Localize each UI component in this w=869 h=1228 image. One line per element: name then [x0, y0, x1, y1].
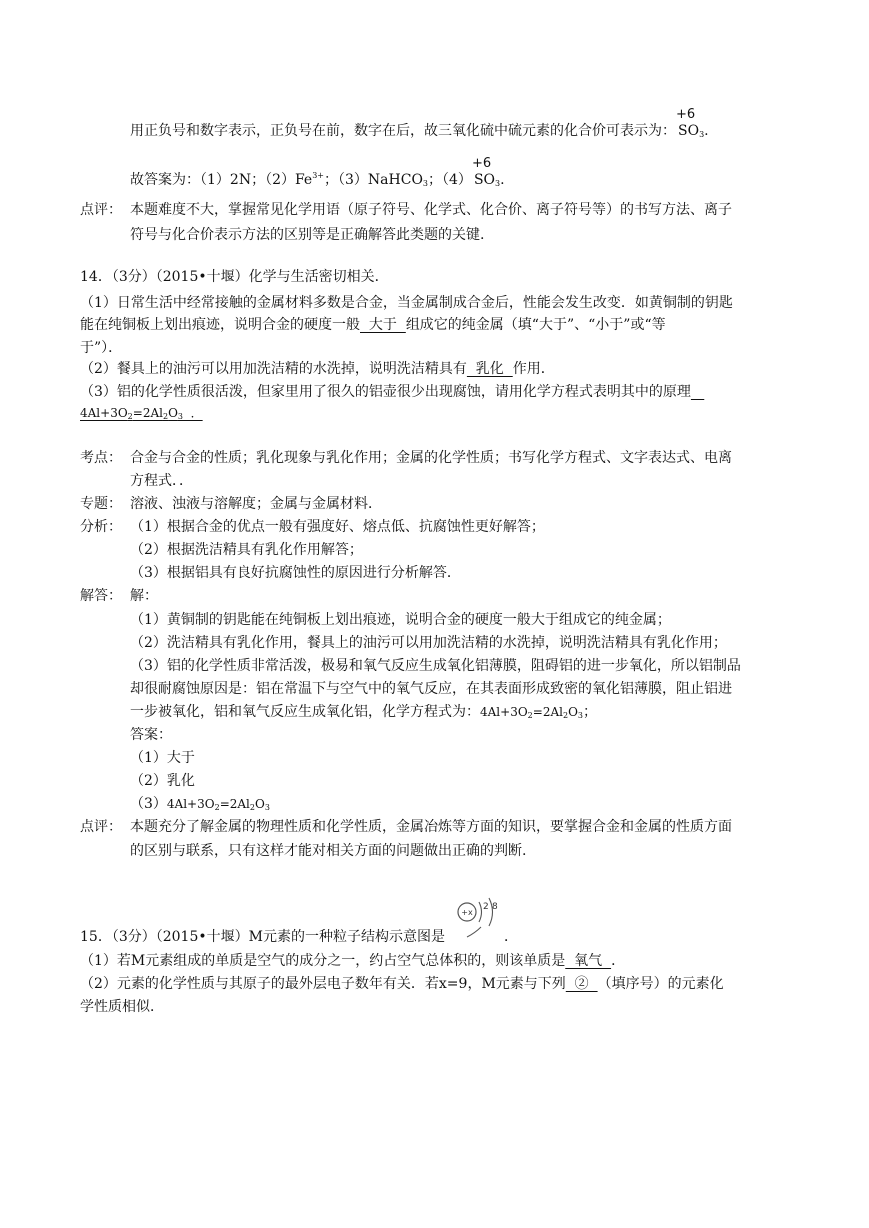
equation — [480, 705, 583, 719]
formula-part: O — [687, 123, 700, 139]
subscript: 2 — [127, 412, 133, 421]
fenxi-line: （2）根据洗洁精具有乳化作用解答； — [130, 542, 363, 558]
text-span: （2）元素的化学性质与其原子的最外层电子数年有关．若x=9，M元素与下列 — [80, 976, 566, 992]
zhuanti-label: 专题： — [80, 496, 122, 512]
subscript: 2 — [527, 711, 533, 720]
text-span: 一步被氧化，铝和氧气反应生成氧化铝，化学方程式为： — [130, 704, 480, 720]
text-line — [130, 107, 709, 139]
text-span: 故答案为：（1）2N；（2）Fe — [130, 172, 313, 188]
jieda-line: （2）洗洁精具有乳化作用，餐具上的油污可以用加洗洁精的水洗掉，说明洗洁精具有乳化作用； — [130, 635, 727, 651]
question-title — [80, 930, 445, 944]
answer-blank: 氧气 — [565, 953, 612, 969]
electron-shell-arc — [479, 902, 482, 922]
answer-item: （1）大于 — [130, 750, 195, 766]
text-span: 能在纯铜板上划出痕迹，说明合金的硬度一般 — [80, 317, 360, 333]
fenxi-label: 分析： — [80, 519, 122, 535]
comment-label: 点评： — [80, 202, 122, 218]
equation-part: 4Al+3O — [166, 797, 215, 811]
jie-text: 解： — [130, 588, 158, 604]
question-line: 于”）． — [80, 340, 123, 356]
answer-blank: ② — [565, 976, 598, 992]
nucleus-label: +x — [461, 908, 473, 917]
question-line — [80, 362, 555, 376]
superscript: 3+ — [312, 171, 325, 180]
period: . — [500, 172, 505, 188]
kaodian-label: 考点： — [80, 450, 122, 466]
text-span: （2）餐具上的油污可以用加洗洁精的水洗掉，说明洗洁精具有 — [80, 361, 467, 377]
question-line — [80, 954, 625, 968]
equation-part: =2Al — [219, 797, 250, 811]
question-line — [80, 385, 704, 399]
period: ． — [504, 929, 518, 945]
formula-part: O — [483, 172, 496, 188]
atom-structure-diagram — [453, 893, 505, 943]
text-span: （1）若M元素组成的单质是空气的成分之一，约占空气总体积的，则该单质是 — [80, 953, 566, 969]
jieda-line: 一步被氧化，铝和氧气反应生成氧化铝，化学方程式为：$4Al+3O_2=2Al_2O_3$； — [130, 704, 597, 720]
text-span: 用正负号和数字表示，正负号在前，数字在后，故三氧化硫中硫元素的化合价可表示为： — [130, 123, 676, 139]
text-span: （填序号）的元素化 — [597, 976, 724, 992]
answer-item: （2）乳化 — [130, 773, 195, 789]
zhuanti-text: 溶液、浊液与溶解度；金属与金属材料． — [130, 496, 382, 512]
jieda-line: 却很耐腐蚀原因是：铝在常温下与空气中的氧气反应，在其表面形成致密的氧化铝薄膜，阻止铝进 — [130, 681, 732, 697]
equation-part: =2Al — [132, 406, 163, 420]
equation-part: 4Al+3O — [480, 705, 528, 719]
text-span: 作用． — [512, 361, 555, 377]
period: . — [704, 123, 709, 139]
dianping-label: 点评： — [80, 819, 122, 835]
text-span: 15．（3分）（2015•十堰）M元素的一种粒子结构示意图是 — [80, 929, 445, 945]
kaodian-line: 方程式．． — [130, 473, 193, 489]
fenxi-line: （1）根据合金的优点一般有强度好、熔点低、抗腐蚀性更好解答； — [130, 519, 545, 535]
valence-notation — [676, 107, 696, 139]
dianping-line: 本题充分了解金属的物理性质和化学性质，金属冶炼等方面的知识，要掌握合金和金属的性质方面 — [130, 819, 732, 835]
text-span: ；（3）NaHCO — [324, 172, 423, 188]
answer-blank: 乳化 — [466, 361, 513, 377]
equation-part: ． — [183, 406, 203, 420]
shell-electron-count: 2 — [483, 902, 489, 912]
subscript: 3 — [699, 130, 705, 139]
valence-charge: +6 — [676, 107, 696, 122]
valence-symbol: S — [678, 123, 688, 139]
subscript: 3 — [577, 711, 583, 720]
equation — [167, 797, 270, 811]
answer-blank: 大于 — [360, 317, 406, 333]
text-span: ；（4） — [428, 172, 472, 188]
subscript: 3 — [177, 412, 183, 421]
subscript: 2 — [249, 803, 255, 812]
kaodian-line: 合金与合金的性质；乳化现象与乳化作用；金属的化学性质；书写化学方程式、文字表达式、电离 — [130, 450, 732, 466]
question-line: （1）日常生活中经常接触的金属材料多数是合金，当金属制成合金后，性能会发生改变．如黄铜制的钥匙 — [80, 295, 733, 311]
answer-item — [130, 797, 270, 811]
text-span: ． — [611, 953, 626, 969]
subscript: 3 — [422, 179, 429, 188]
dianping-line: 的区别与联系，只有这样才能对相关方面的问题做出正确的判断. — [130, 843, 527, 859]
text-span: 组成它的纯金属（填“大于”、“小于”或“等 — [405, 317, 666, 333]
diagram-stroke — [467, 927, 481, 937]
jieda-label: 解答： — [80, 588, 122, 604]
equation-part: O — [568, 705, 578, 719]
question-title: 14．（3分）（2015•十堰）化学与生活密切相关． — [80, 269, 389, 285]
comment-line: 符号与化合价表示方法的区别等是正确解答此类题的关键. — [130, 227, 485, 243]
shell-electron-count: 8 — [492, 902, 498, 912]
equation-answer — [80, 407, 203, 419]
equation-part: =2Al — [532, 705, 563, 719]
subscript: 2 — [162, 412, 169, 421]
answer-blank — [691, 384, 704, 400]
valence-charge: +6 — [471, 156, 492, 171]
valence-notation — [471, 156, 492, 188]
text-span: （3）铝的化学性质很活泼，但家里用了很久的铝壶很少出现腐蚀，请用化学方程式表明其中的原理 — [80, 384, 691, 400]
equation-part: O — [168, 406, 178, 420]
subscript: 3 — [264, 803, 270, 812]
subscript: 2 — [214, 803, 220, 812]
answer-label: 答案： — [130, 727, 172, 743]
comment-line: 本题难度不大，掌握常见化学用语（原子符号、化学式、化合价、离子符号等）的书写方法、离子 — [130, 202, 732, 218]
jieda-line: （3）铝的化学性质非常活泼，极易和氧气反应生成氧化铝薄膜，阻碍铝的进一步氧化，所以铝制品 — [130, 658, 741, 674]
jieda-line: （1）黄铜制的钥匙能在纯铜板上划出痕迹，说明合金的硬度一般大于组成它的纯金属； — [130, 612, 671, 628]
question-line — [80, 318, 666, 332]
text-span: （3） — [130, 796, 167, 812]
equation-part: 4Al+3O — [80, 406, 128, 420]
fenxi-line: （3）根据铝具有良好抗腐蚀性的原因进行分析解答． — [130, 565, 461, 581]
equation-part: O — [254, 797, 265, 811]
valence-symbol: S — [473, 172, 484, 188]
subscript: 2 — [562, 711, 569, 720]
subscript: 3 — [495, 179, 501, 188]
answer-line — [130, 156, 505, 188]
question-line — [80, 977, 724, 991]
question-line: 学性质相似． — [80, 999, 164, 1015]
